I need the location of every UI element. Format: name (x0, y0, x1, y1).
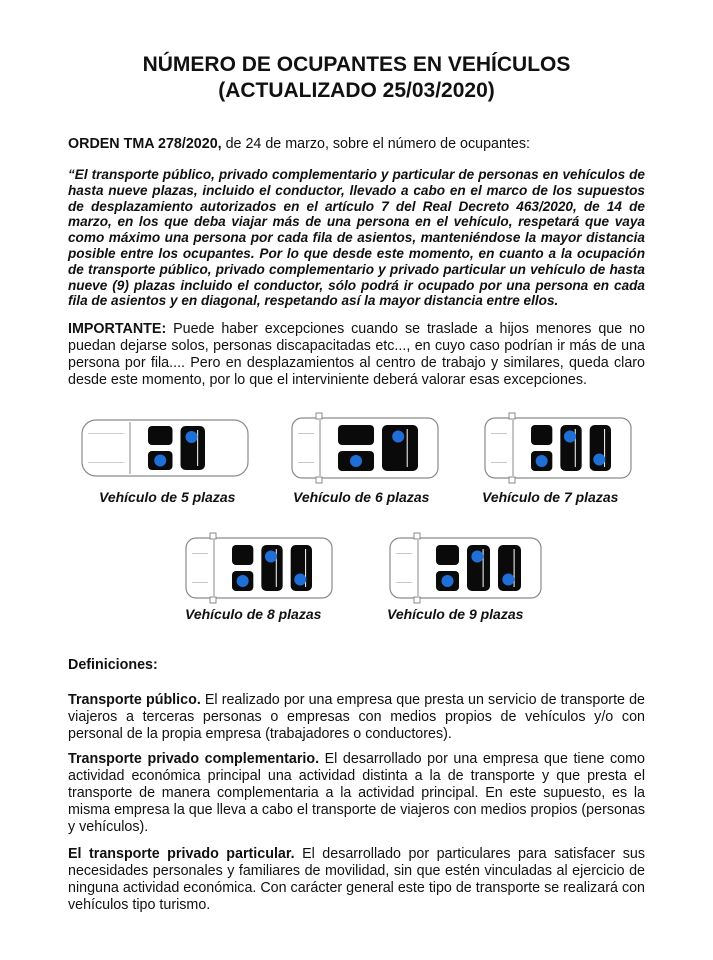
occupant-marker (237, 575, 249, 587)
occupant-marker (442, 575, 454, 587)
order-paragraph (68, 136, 645, 153)
vehicle-diagram-8-seats (184, 532, 334, 604)
definition-term: El transporte privado particular. (68, 846, 295, 862)
side-mirror (316, 477, 322, 483)
occupant-marker (502, 574, 514, 586)
vehicle-diagram-5-seats (80, 412, 250, 484)
vehicle-label-5: Vehículo de 5 plazas (99, 489, 236, 505)
seat (148, 426, 173, 445)
occupant-marker (564, 431, 576, 443)
quote-paragraph: “El transporte público, privado complementario y particular de personas en vehículos de hasta nueve plazas, incluido el conductor, llevado a cabo en el marco de los supuestos de desplazamiento autorizados en el artículo 7 del Real Decreto 463/2020, de 14 de marzo, en los que deba viajar más de una persona en el vehículo, respetará que vaya como máximo una persona por cada fila de asientos, manteniéndose la mayor distancia posible entre los ocupantes. Por lo que desde este momento, en cuanto a la ocupación de transporte público, privado complementario y privado particular un vehículo de hasta nueve (9) plazas incluido el conductor, sólo podrá ir ocupado por una persona en cada fila de asientos y en diagonal, respetando así la mayor distancia entre ellos. (68, 167, 645, 309)
occupant-marker (593, 454, 605, 466)
order-label: ORDEN TMA 278/2020, (68, 136, 222, 152)
definition-term: Transporte privado complementario. (68, 751, 320, 767)
side-mirror (210, 533, 216, 539)
important-label: IMPORTANTE: (68, 321, 167, 337)
definition-private-particular (68, 846, 645, 914)
important-text: Puede haber excepciones cuando se traslade a hijos menores que no puedan dejarse solos, personas discapacitadas etc..., en cuyo caso podrían ir más de una persona por fila.... Pero en desplazamientos al centro de trabajo y similares, queda claro desde este momento, por lo que el interviniente deberá valorar esas excepciones. (68, 321, 645, 388)
vehicle-label-6: Vehículo de 6 plazas (293, 489, 430, 505)
occupant-marker (350, 455, 362, 467)
important-paragraph (68, 321, 645, 389)
seat (232, 545, 253, 565)
seat (531, 425, 552, 445)
side-mirror (509, 477, 515, 483)
side-mirror (316, 413, 322, 419)
occupant-marker (471, 551, 483, 563)
title-line-2: (ACTUALIZADO 25/03/2020) (218, 79, 495, 102)
vehicle-label-8: Vehículo de 8 plazas (185, 606, 322, 622)
definition-text: El realizado por una empresa que presta un servicio de transporte de viajeros a terceras personas o empresas con medios propios de vehículos y/o con personal de la propia empresa (trabajadores o conductores). (68, 692, 645, 742)
definition-text: El desarrollado por una empresa que tiene como actividad económica principal una actividad distinta a la de transporte y que presta el transporte de manera complementaria a la actividad principal. En este supuesto, es la misma empresa la que lleva a cabo el transporte de viajeros con medios propios (personas y vehículos). (68, 751, 645, 835)
side-mirror (414, 533, 420, 539)
definition-term: Transporte público. (68, 692, 201, 708)
page-title (0, 52, 713, 104)
vehicle-diagram-7-seats (483, 412, 633, 484)
occupant-marker (154, 455, 166, 467)
vehicle-diagram-6-seats (290, 412, 440, 484)
occupant-marker (392, 431, 404, 443)
side-mirror (414, 597, 420, 603)
vehicle-label-7: Vehículo de 7 plazas (482, 489, 619, 505)
occupant-marker (265, 551, 277, 563)
seat (338, 425, 374, 445)
definition-text: El desarrollado por particulares para satisfacer sus necesidades personales y familiares de movilidad, sin que estén vinculadas al ejercicio de ninguna actividad económica. Con carácter general este tipo de transporte se realizará con vehículos tipo turismo. (68, 846, 645, 913)
vehicle-diagram-9-seats (388, 532, 543, 604)
title-line-1: NÚMERO DE OCUPANTES EN VEHÍCULOS (142, 53, 571, 76)
side-mirror (509, 413, 515, 419)
occupant-marker (536, 455, 548, 467)
definitions-heading: Definiciones: (68, 657, 158, 673)
occupant-marker (186, 431, 198, 443)
definition-private-complementary (68, 751, 645, 836)
seat (436, 545, 459, 565)
vehicle-label-9: Vehículo de 9 plazas (387, 606, 524, 622)
definition-public-transport (68, 692, 645, 743)
side-mirror (210, 597, 216, 603)
order-text: de 24 de marzo, sobre el número de ocupantes: (221, 136, 530, 152)
occupant-marker (294, 574, 306, 586)
